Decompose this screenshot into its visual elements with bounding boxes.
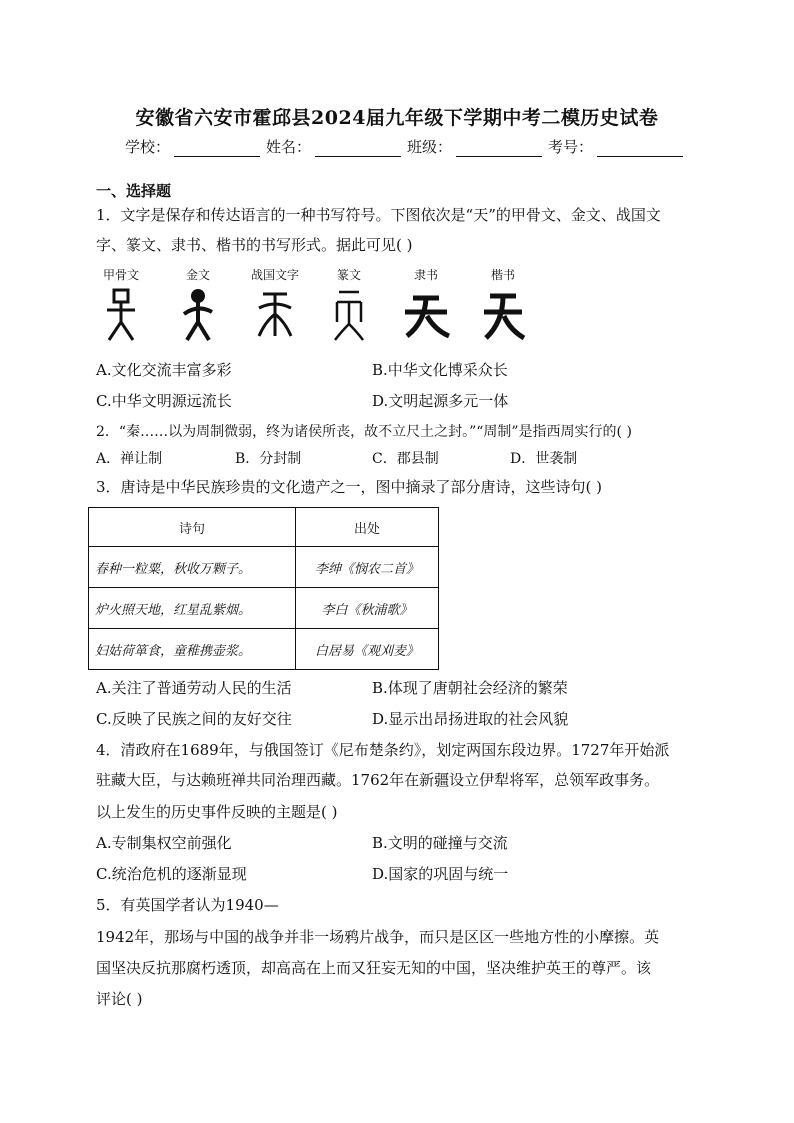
glyph-seal — [314, 268, 384, 342]
exam-no-blank[interactable] — [597, 142, 683, 157]
q4-option-c[interactable]: C.统治危机的逐渐显现 — [96, 865, 247, 883]
tian-character-evolution-figure — [100, 268, 540, 348]
q5-text-line2: 1942年，那场与中国的战争并非一场鸦片战争，而只是区区一些地方性的小摩擦。英 — [96, 928, 660, 946]
glyph-caption: 隶书 — [413, 268, 438, 282]
q4-text-line1: 4．清政府在1689年，与俄国签订《尼布楚条约》，划定两国东段边界。1727年开始派 — [96, 741, 670, 759]
table-header-source: 出处 — [296, 508, 439, 547]
glyph-oracle-bone — [86, 268, 156, 342]
q5-text-line3: 国坚决反抗那腐朽透顶，却高高在上而又狂妄无知的中国，坚决维护英王的尊严。该 — [96, 959, 652, 977]
name-blank[interactable] — [315, 142, 401, 157]
table-header-poem: 诗句 — [89, 508, 296, 547]
name-label: 姓名： — [266, 138, 312, 156]
clerical-tian-glyph — [401, 288, 451, 342]
poem-line: 妇姑荷箪食，童稚携壶浆。 — [89, 629, 296, 670]
glyph-bronze — [163, 268, 233, 342]
q2-option-b[interactable]: B．分封制 — [235, 451, 302, 467]
glyph-warring-states — [240, 268, 310, 342]
q3-text-line1: 3．唐诗是中华民族珍贵的文化遗产之一，图中摘录了部分唐诗，这些诗句( ) — [96, 478, 603, 496]
glyph-caption: 金文 — [185, 268, 210, 282]
q1-text-line2: 字、篆文、隶书、楷书的书写形式。据此可见( ) — [96, 236, 413, 254]
seal-tian-glyph — [329, 288, 369, 342]
student-info-row — [125, 136, 689, 157]
poem-line: 炉火照天地，红星乱紫烟。 — [89, 588, 296, 629]
q4-option-b[interactable]: B.文明的碰撞与交流 — [372, 834, 508, 852]
glyph-caption: 战国文字 — [250, 268, 299, 282]
poem-line: 春种一粒粟，秋收万颗子。 — [89, 547, 296, 588]
table-row — [89, 629, 439, 670]
q4-option-a[interactable]: A.专制集权空前强化 — [96, 834, 232, 852]
q5-text-line4: 评论( ) — [96, 990, 143, 1008]
oracle-bone-tian-glyph — [101, 288, 141, 342]
glyph-caption: 篆文 — [336, 268, 361, 282]
poem-table — [88, 507, 439, 670]
warring-states-tian-glyph — [253, 288, 297, 342]
class-label: 班级： — [407, 138, 453, 156]
glyph-clerical — [391, 268, 461, 342]
q1-option-d[interactable]: D.文明起源多元一体 — [372, 392, 509, 410]
q4-text-line2: 驻藏大臣，与达赖班禅共同治理西藏。1762年在新疆设立伊犁将军，总领军政事务。 — [96, 771, 660, 789]
glyph-caption: 甲骨文 — [102, 268, 139, 282]
class-blank[interactable] — [456, 142, 542, 157]
q3-option-b[interactable]: B.体现了唐朝社会经济的繁荣 — [372, 679, 568, 697]
q2-text-line1: 2．“秦……以为周制微弱，终为诸侯所丧，故不立尺土之封。”“周制”是指西周实行的( ) — [96, 424, 632, 440]
bronze-tian-glyph — [178, 288, 218, 342]
q1-text-line1: 1．文字是保存和传达语言的一种书写符号。下图依次是“天”的甲骨文、金文、战国文 — [96, 206, 661, 224]
exam-title: 安徽省六安市霍邱县2024届九年级下学期中考二模历史试卷 — [135, 107, 659, 129]
q2-option-c[interactable]: C．郡县制 — [372, 451, 439, 467]
q3-option-d[interactable]: D.显示出昂扬进取的社会风貌 — [372, 710, 569, 728]
poem-source: 白居易《观刈麦》 — [296, 629, 439, 670]
q2-option-d[interactable]: D．世袭制 — [510, 451, 578, 467]
poem-source: 李白《秋浦歌》 — [296, 588, 439, 629]
regular-tian-glyph — [478, 288, 528, 342]
q1-option-b[interactable]: B.中华文化博采众长 — [372, 361, 508, 379]
table-row — [89, 588, 439, 629]
poem-source: 李绅《悯农二首》 — [296, 547, 439, 588]
q1-option-a[interactable]: A.文化交流丰富多彩 — [96, 361, 232, 379]
section-heading: 一、选择题 — [96, 182, 172, 200]
table-row — [89, 547, 439, 588]
q3-option-c[interactable]: C.反映了民族之间的友好交往 — [96, 710, 292, 728]
q3-option-a[interactable]: A.关注了普通劳动人民的生活 — [96, 679, 292, 697]
exam-no-label: 考号： — [548, 138, 594, 156]
glyph-caption: 楷书 — [490, 268, 515, 282]
q1-option-c[interactable]: C.中华文明源远流长 — [96, 392, 232, 410]
q2-option-a[interactable]: A．禅让制 — [96, 451, 163, 467]
q4-text-line3: 以上发生的历史事件反映的主题是( ) — [96, 803, 338, 821]
q4-option-d[interactable]: D.国家的巩固与统一 — [372, 865, 509, 883]
table-header-row — [89, 508, 439, 547]
school-label: 学校： — [125, 138, 171, 156]
glyph-regular — [468, 268, 538, 342]
q5-text-line1: 5．有英国学者认为1940— — [96, 896, 279, 914]
school-blank[interactable] — [174, 142, 260, 157]
